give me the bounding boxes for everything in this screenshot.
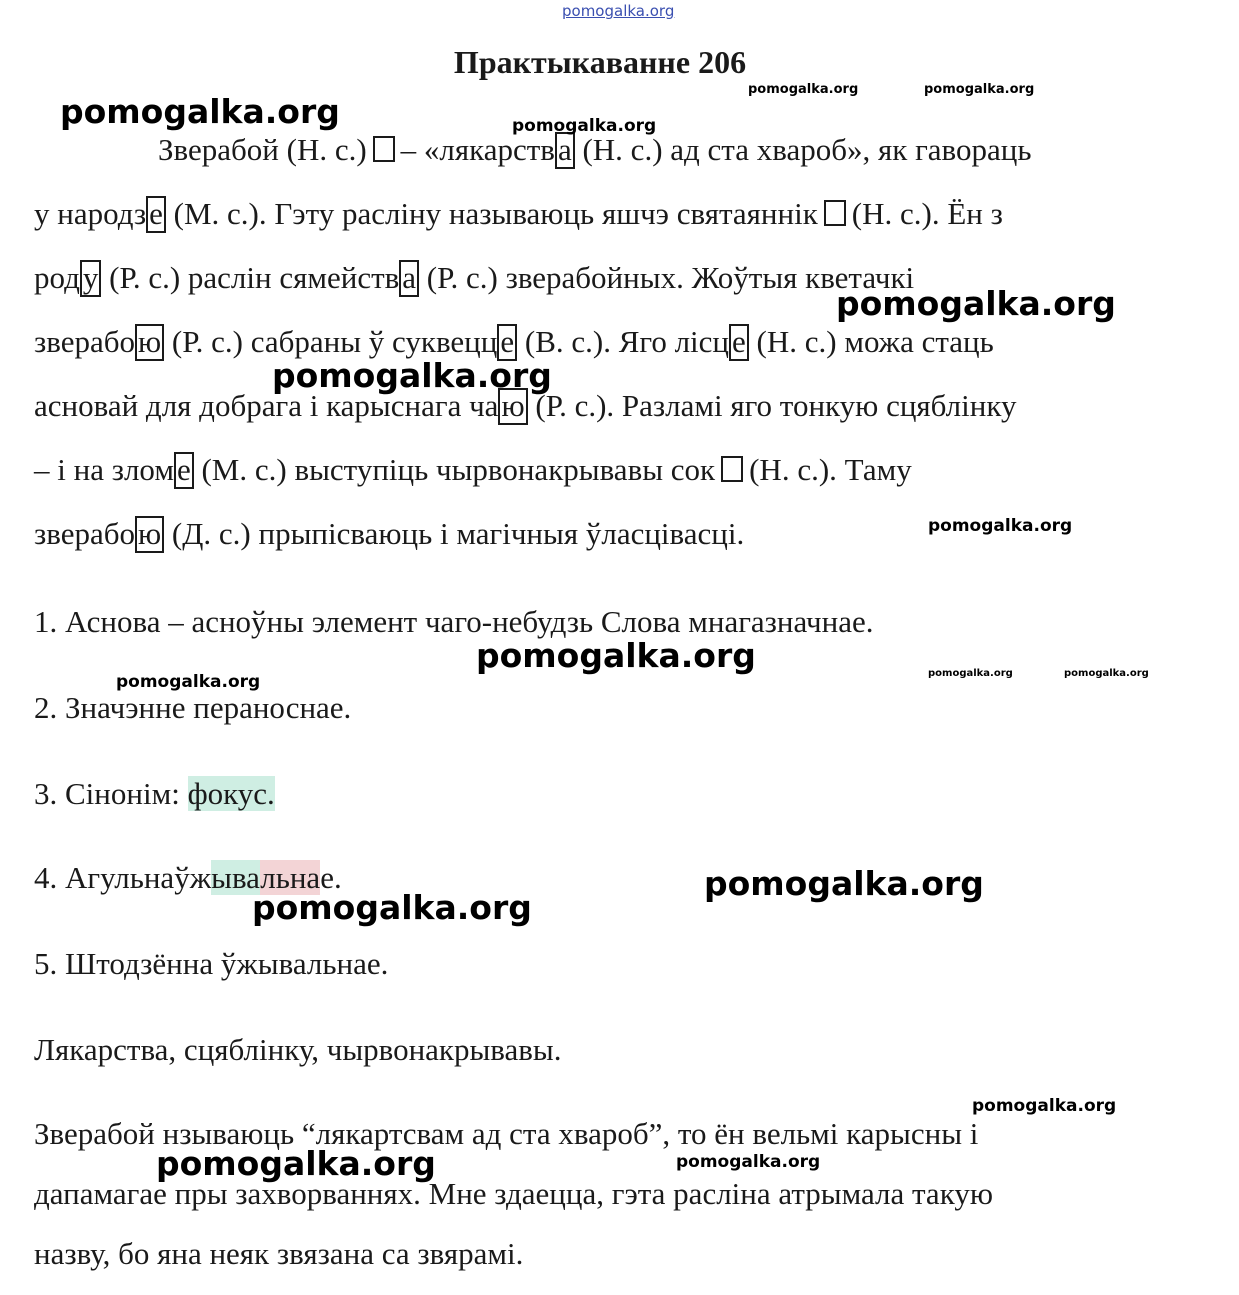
watermark: pomogalka.org <box>116 672 261 692</box>
words-line: Лякарства, сцяблінку, чырвонакрывавы. <box>34 1032 562 1067</box>
text-fragment: (Н. с.) можа стаць <box>756 324 994 359</box>
text-fragment: (Р. с.) сабраны ў суквецц <box>171 324 498 359</box>
exercise-line <box>158 132 1031 169</box>
watermark: pomogalka.org <box>252 888 532 927</box>
highlight-green: ыва <box>211 860 261 895</box>
text-fragment: 3. Сінонім: <box>34 776 180 811</box>
ending-box: ю <box>498 388 527 425</box>
text-fragment: 4. Агульнаўж <box>34 860 212 895</box>
list-item: 5. Штодзённа ўжывальнае. <box>34 946 389 981</box>
highlighted-synonym: фокус. <box>187 776 275 811</box>
text-fragment: род <box>34 260 80 295</box>
text-fragment: (Р. с.) раслін сямейств <box>109 260 400 295</box>
text-fragment: (М. с.) выступіць чырвонакрывавы сок <box>201 452 716 487</box>
text-fragment: (Н. с.). Ён з <box>851 196 1003 231</box>
empty-ending-box <box>373 136 395 162</box>
watermark: pomogalka.org <box>1064 668 1149 679</box>
ending-box: у <box>80 260 102 297</box>
highlight-red: льна <box>260 860 321 895</box>
text-fragment: (Н. с.) ад ста хвароб», як гавораць <box>582 132 1032 167</box>
text-fragment: (Н. с.). Таму <box>749 452 912 487</box>
ending-box: а <box>555 132 575 169</box>
conclusion-line: Зверабой нзываюць “лякартсвам ад ста хвароб”, то ён вельмі карысны і <box>34 1116 979 1151</box>
conclusion-line: назву, бо яна неяк звязана са звярамі. <box>34 1236 524 1271</box>
exercise-line <box>34 452 912 489</box>
exercise-line <box>34 260 914 297</box>
text-fragment: Зверабой (Н. с.) <box>158 132 367 167</box>
exercise-line <box>34 516 744 553</box>
watermark: pomogalka.org <box>676 1152 821 1172</box>
exercise-line <box>34 196 1003 233</box>
text-fragment: (Д. с.) прыпісваюць і магічныя ўласцівасці. <box>171 516 745 551</box>
watermark: pomogalka.org <box>60 92 340 131</box>
text-fragment: е. <box>320 860 342 895</box>
watermark: pomogalka.org <box>512 116 657 136</box>
watermark: pomogalka.org <box>156 1144 436 1183</box>
ending-box: ю <box>135 516 164 553</box>
list-item <box>34 776 275 812</box>
ending-box: е <box>729 324 749 361</box>
empty-ending-box <box>721 456 743 482</box>
text-fragment: асновай для добрага і карыснага ча <box>34 388 499 423</box>
list-item: 2. Значэнне пераноснае. <box>34 690 352 725</box>
watermark: pomogalka.org <box>924 82 1035 97</box>
watermark: pomogalka.org <box>928 668 1013 679</box>
ending-box: е <box>497 324 517 361</box>
list-item: 1. Аснова – асноўны элемент чаго-небудзь Слова мнагазначнае. <box>34 604 874 639</box>
ending-box: а <box>399 260 419 297</box>
text-fragment: (Р. с.) зверабойных. Жоўтыя кветачкі <box>426 260 915 295</box>
watermark: pomogalka.org <box>928 516 1073 536</box>
top-watermark: pomogalka.org <box>562 2 675 20</box>
watermark: pomogalka.org <box>272 356 552 395</box>
watermark: pomogalka.org <box>748 82 859 97</box>
text-fragment: – і на злом <box>34 452 174 487</box>
text-fragment: зверабо <box>34 324 135 359</box>
ending-box: е <box>146 196 166 233</box>
watermark: pomogalka.org <box>972 1096 1117 1116</box>
text-fragment: (В. с.). Яго лісц <box>524 324 730 359</box>
ending-box: е <box>174 452 194 489</box>
watermark: pomogalka.org <box>476 636 756 675</box>
text-fragment: зверабо <box>34 516 135 551</box>
text-fragment: (М. с.). Гэту расліну называюць яшчэ святаяннік <box>173 196 818 231</box>
ending-box: ю <box>135 324 164 361</box>
conclusion-line: дапамагае пры захворваннях. Мне здаецца, гэта расліна атрымала такую <box>34 1176 993 1211</box>
text-fragment: (Р. с.). Разламі яго тонкую сцяблінку <box>535 388 1017 423</box>
text-fragment: у народз <box>34 196 147 231</box>
watermark: pomogalka.org <box>704 864 984 903</box>
page-title: Практыкаванне 206 <box>453 44 747 80</box>
watermark: pomogalka.org <box>836 284 1116 323</box>
empty-ending-box <box>824 200 846 226</box>
text-fragment: – «лякарств <box>400 132 555 167</box>
